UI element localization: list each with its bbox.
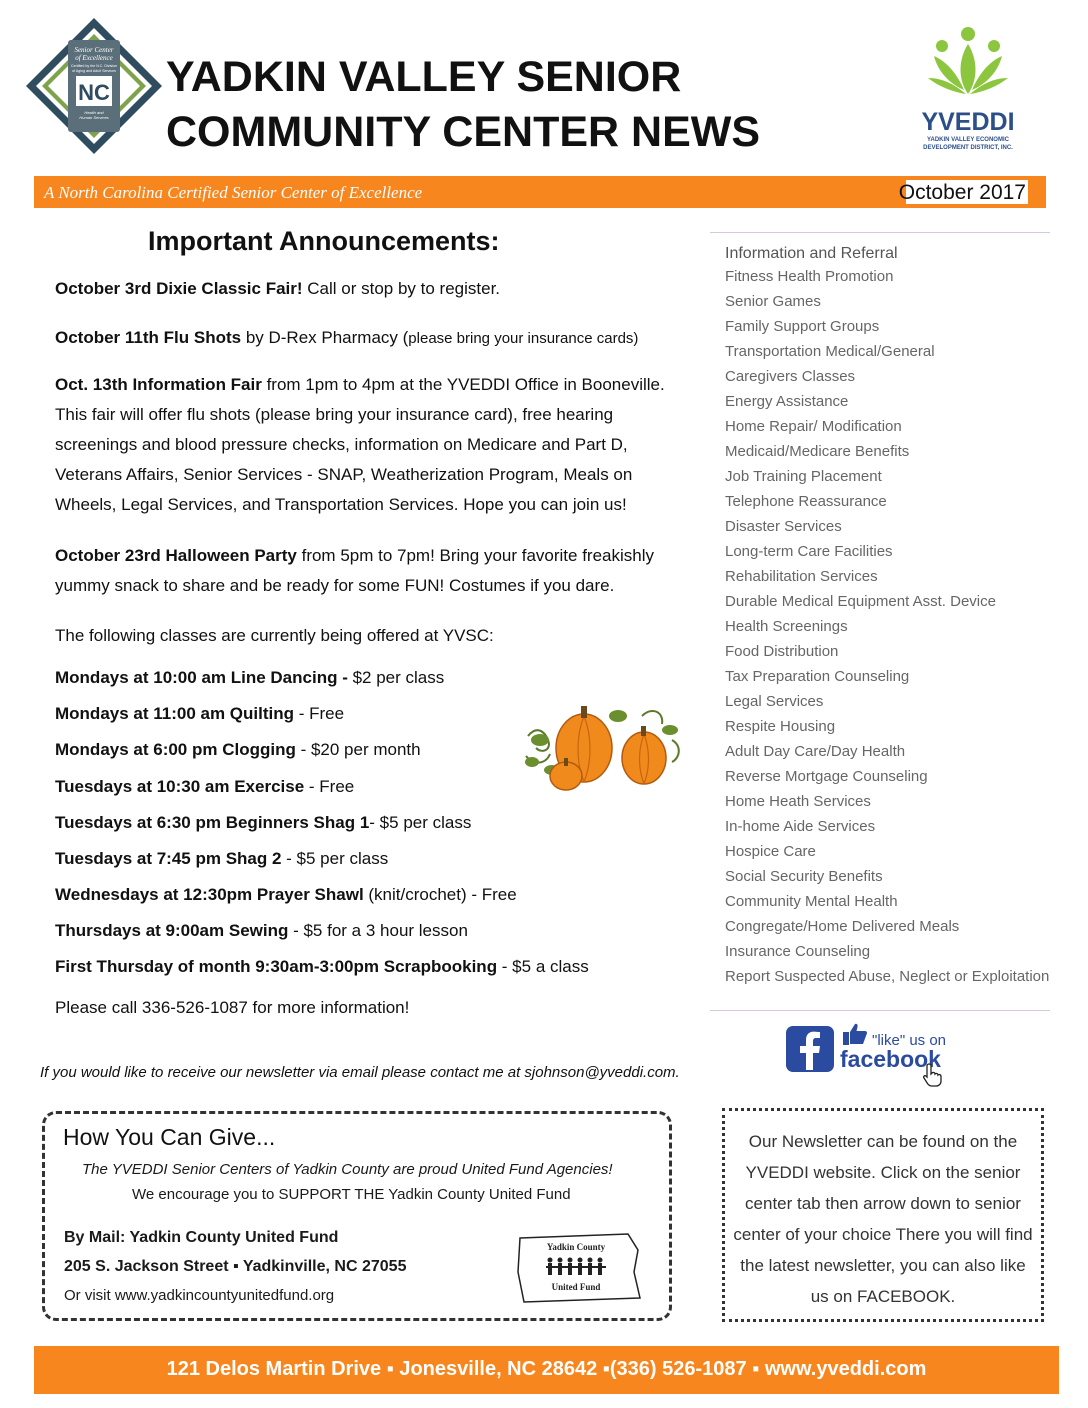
class-item [55,668,444,688]
facebook-wordmark[interactable]: facebook [840,1046,941,1072]
facebook-icon[interactable] [786,1026,834,1072]
announcement-1-text: Call or stop by to register. [302,279,501,298]
class-title: Tuesdays at 10:30 am Exercise [55,777,305,796]
list-item: Family Support Groups [725,318,880,335]
list-item: Transportation Medical/General [725,343,935,360]
senior-center-seal-logo [24,16,164,156]
class-detail: (knit/crochet) - Free [363,885,517,904]
list-item: Respite Housing [725,718,836,735]
class-item [55,777,354,797]
announcement-2-text: by D-Rex Pharmacy ( [241,328,409,347]
class-title: Mondays at 6:00 pm Clogging [55,740,296,759]
announcements-heading: Important Announcements: [148,226,500,256]
list-item: Insurance Counseling [725,943,871,960]
uf-logo-top: Yadkin County [546,1242,606,1252]
list-item: Disaster Services [725,518,842,535]
referral-heading: Information and Referral [725,245,898,262]
class-detail: - $20 per month [295,740,421,759]
class-title: Wednesdays at 12:30pm Prayer Shawl [55,885,364,904]
list-item: Long-term Care Facilities [725,543,893,560]
list-item: Tax Preparation Counseling [725,668,910,685]
seal-line6: Human Services [79,115,109,120]
list-item: Senior Games [725,293,821,310]
seal-line3: Certified by the N.C. Division [71,64,117,68]
facebook-like-text: "like" us on [872,1032,947,1049]
list-item: Adult Day Care/Day Health [725,743,906,760]
seal-line1: Senior Center [74,46,114,54]
list-item: Job Training Placement [725,468,882,485]
united-fund-link[interactable]: Or visit www.yadkincountyunitedfund.org [64,1287,335,1304]
issue-date-box [898,180,1028,204]
seal-line4: of Aging and Adult Services [72,69,116,73]
list-item: In-home Aide Services [725,818,876,835]
list-item: Home Heath Services [725,793,871,810]
hand-pointer-icon [922,1062,944,1088]
newsletter-info-text: Our Newsletter can be found on the YVEDDI website. Click on the senior center tab then arrow down to senior center of your choice There you will find the latest newsletter, you can also like us on FACEBOOK. [733,1132,1033,1306]
list-item: Social Security Benefits [725,868,883,885]
issue-date: October 2017 [898,181,1026,204]
list-item: Durable Medical Equipment Asst. Device [725,593,996,610]
class-detail: - $5 a class [497,957,589,976]
list-item: Legal Services [725,693,824,710]
list-item: Home Repair/ Modification [725,418,902,435]
call-info: Please call 336-526-1087 for more information! [55,998,410,1017]
class-detail: - $5 per class [281,849,389,868]
referral-top-rule [710,232,1050,233]
tagline: A North Carolina Certified Senior Center of Excellence [44,183,423,202]
logo-sub2: DEVELOPMENT DISTRICT, INC. [923,145,1013,151]
announcement-3-title: Oct. 13th Information Fair [55,375,262,394]
mail-line1: By Mail: Yadkin County United Fund [64,1229,339,1246]
list-item: Reverse Mortgage Counseling [725,768,928,785]
class-detail: $2 per class [347,668,445,687]
announcement-3-text: from 1pm to 4pm at the YVEDDI Office in Booneville. This fair will offer flu shots (please bring your insurance card), free hearing screenings and blood pressure checks, information on Medicare and Part D, Veterans Affairs, Senior Services - SNAP, Weatherization Program, Meals on Wheels, Legal Services, and Transportation Services. Hope you can join us! [55,375,665,514]
announcement-4-text: from 5pm to 7pm! Bring your favorite freakishly yummy snack to share and be ready for some FUN! Costumes if you dare. [55,546,655,595]
list-item: Fitness Health Promotion [725,268,894,285]
class-item [55,885,517,905]
united-fund-logo [516,1232,642,1304]
class-detail: - Free [304,777,355,796]
class-title: Thursdays at 9:00am Sewing [55,921,289,940]
title-line1: YADKIN VALLEY SENIOR [166,53,682,101]
announcement-1 [55,274,695,304]
list-item: Food Distribution [725,643,839,660]
list-item: Report Suspected Abuse, Neglect or Exploitation [725,968,1050,985]
seal-line5: Health and [84,110,104,115]
announcement-4-title: October 23rd Halloween Party [55,546,297,565]
page-title [166,50,760,160]
yveddi-logo [898,20,1038,160]
class-item [55,740,421,760]
seal-line2: of Excellence [75,54,113,62]
class-title: Mondays at 10:00 am Line Dancing - [55,668,348,687]
announcement-2 [55,323,695,354]
class-item [55,849,388,869]
referral-list [725,264,1049,989]
class-item [55,957,589,977]
uf-logo-bottom: United Fund [551,1282,601,1292]
list-item: Community Mental Health [725,893,898,910]
announcement-1-title: October 3rd Dixie Classic Fair! [55,279,303,298]
classes-intro: The following classes are currently being offered at YVSC: [55,626,494,645]
title-line2: COMMUNITY CENTER NEWS [166,108,761,156]
list-item: Energy Assistance [725,393,849,410]
announcement-3 [55,370,695,520]
announcement-2-note: please bring your insurance cards) [408,330,639,347]
class-item [55,813,471,833]
list-item: Health Screenings [725,618,848,635]
list-item: Telephone Reassurance [725,493,887,510]
pumpkins-illustration [522,696,688,794]
class-item [55,704,344,724]
list-item: Rehabilitation Services [725,568,878,585]
email-note: If you would like to receive our newsletter via email please contact me at sjohnson@yveddi.com. [40,1064,680,1081]
logo-sub1: YADKIN VALLEY ECONOMIC [927,137,1009,143]
list-item: Caregivers Classes [725,368,856,385]
class-detail: - $5 per class [369,813,472,832]
class-title: Mondays at 11:00 am Quilting [55,704,295,723]
class-detail: - Free [294,704,345,723]
give-line1: The YVEDDI Senior Centers of Yadkin County are proud United Fund Agencies! [82,1161,613,1178]
class-title: Tuesdays at 7:45 pm Shag 2 [55,849,282,868]
announcement-4 [55,541,695,601]
referral-bottom-rule [710,1010,1050,1011]
list-item: Medicaid/Medicare Benefits [725,443,910,460]
class-item [55,921,468,941]
mail-line2: 205 S. Jackson Street ▪ Yadkinville, NC 27055 [64,1258,407,1275]
logo-name: YVEDDI [921,108,1015,136]
footer-contact: 121 Delos Martin Drive ▪ Jonesville, NC 28642 ▪(336) 526-1087 ▪ www.yveddi.com [166,1358,927,1380]
class-title: Tuesdays at 6:30 pm Beginners Shag 1 [55,813,370,832]
give-title: How You Can Give... [63,1124,276,1150]
list-item: Hospice Care [725,843,816,860]
announcement-2-title: October 11th Flu Shots [55,328,242,347]
list-item: Congregate/Home Delivered Meals [725,918,960,935]
class-title: First Thursday of month 9:30am-3:00pm Scrapbooking [55,957,498,976]
thumbs-up-icon [842,1022,868,1046]
seal-badge: NC [78,80,110,105]
give-line2: We encourage you to SUPPORT THE Yadkin County United Fund [132,1186,571,1203]
class-detail: - $5 for a 3 hour lesson [288,921,468,940]
